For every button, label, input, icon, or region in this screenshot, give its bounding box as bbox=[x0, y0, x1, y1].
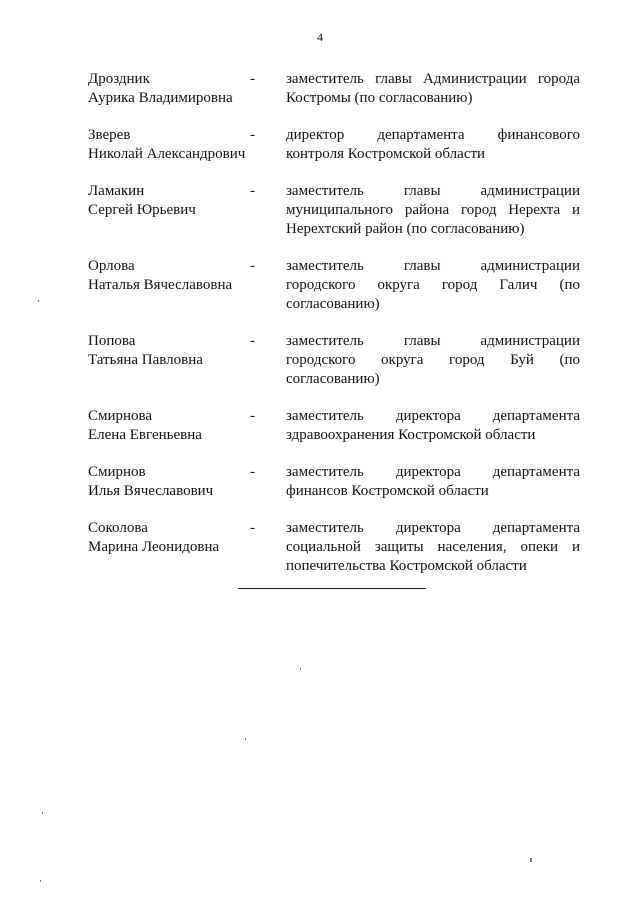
member-dash: - bbox=[250, 183, 255, 199]
member-position: заместитель директора департамента здравоохранения Костромской области bbox=[286, 408, 580, 443]
scan-speck bbox=[40, 880, 41, 882]
member-surname: Смирнова bbox=[88, 408, 153, 424]
member-surname: Ламакин bbox=[88, 183, 145, 199]
member-name bbox=[88, 257, 250, 314]
member-position: заместитель главы Администрации города Костромы (по согласованию) bbox=[286, 71, 580, 106]
member-surname: Смирнов bbox=[88, 464, 146, 480]
member-name bbox=[88, 126, 250, 164]
member-surname: Орлова bbox=[88, 258, 135, 274]
member-entry bbox=[88, 182, 580, 239]
member-given-names: Николай Александрович bbox=[88, 146, 246, 162]
member-position: заместитель главы администрации муниципального района город Нерехта и Нерехтский район (по согласованию) bbox=[286, 183, 580, 237]
member-given-names: Аурика Владимировна bbox=[88, 90, 233, 106]
member-name bbox=[88, 407, 250, 445]
member-given-names: Сергей Юрьевич bbox=[88, 202, 196, 218]
member-name bbox=[88, 182, 250, 239]
member-surname: Зверев bbox=[88, 127, 131, 143]
member-dash: - bbox=[250, 71, 255, 87]
member-position: заместитель главы администрации городского округа город Галич (по согласованию) bbox=[286, 258, 580, 312]
member-position: заместитель директора департамента социальной защиты населения, опеки и попечительства Костромской области bbox=[286, 520, 580, 574]
member-entry bbox=[88, 257, 580, 314]
member-surname: Дроздник bbox=[88, 71, 150, 87]
member-dash: - bbox=[250, 333, 255, 349]
member-entry bbox=[88, 126, 580, 164]
member-surname: Соколова bbox=[88, 520, 148, 536]
member-surname: Попова bbox=[88, 333, 136, 349]
page-number: 4 bbox=[317, 30, 323, 44]
scan-speck bbox=[300, 668, 301, 670]
member-entry bbox=[88, 70, 580, 108]
member-dash: - bbox=[250, 464, 255, 480]
member-entry bbox=[88, 407, 580, 445]
member-entry bbox=[88, 519, 580, 576]
member-given-names: Татьяна Павловна bbox=[88, 352, 203, 368]
member-name bbox=[88, 463, 250, 501]
end-of-list-rule bbox=[238, 588, 426, 589]
scan-speck bbox=[38, 300, 39, 302]
member-name bbox=[88, 70, 250, 108]
member-position: заместитель главы администрации городского округа город Буй (по согласованию) bbox=[286, 333, 580, 387]
scan-speck bbox=[530, 858, 532, 862]
member-given-names: Елена Евгеньевна bbox=[88, 427, 202, 443]
scan-speck bbox=[42, 812, 43, 814]
member-entry bbox=[88, 463, 580, 501]
member-position: директор департамента финансового контроля Костромской области bbox=[286, 127, 580, 162]
member-dash: - bbox=[250, 127, 255, 143]
member-dash: - bbox=[250, 520, 255, 536]
member-list bbox=[88, 70, 580, 594]
member-given-names: Илья Вячеславович bbox=[88, 483, 214, 499]
member-name bbox=[88, 332, 250, 389]
scan-speck bbox=[245, 738, 246, 740]
member-name bbox=[88, 519, 250, 576]
member-dash: - bbox=[250, 408, 255, 424]
member-entry bbox=[88, 332, 580, 389]
member-dash: - bbox=[250, 258, 255, 274]
member-given-names: Марина Леонидовна bbox=[88, 539, 220, 555]
member-position: заместитель директора департамента финансов Костромской области bbox=[286, 464, 580, 499]
member-given-names: Наталья Вячеславовна bbox=[88, 277, 233, 293]
